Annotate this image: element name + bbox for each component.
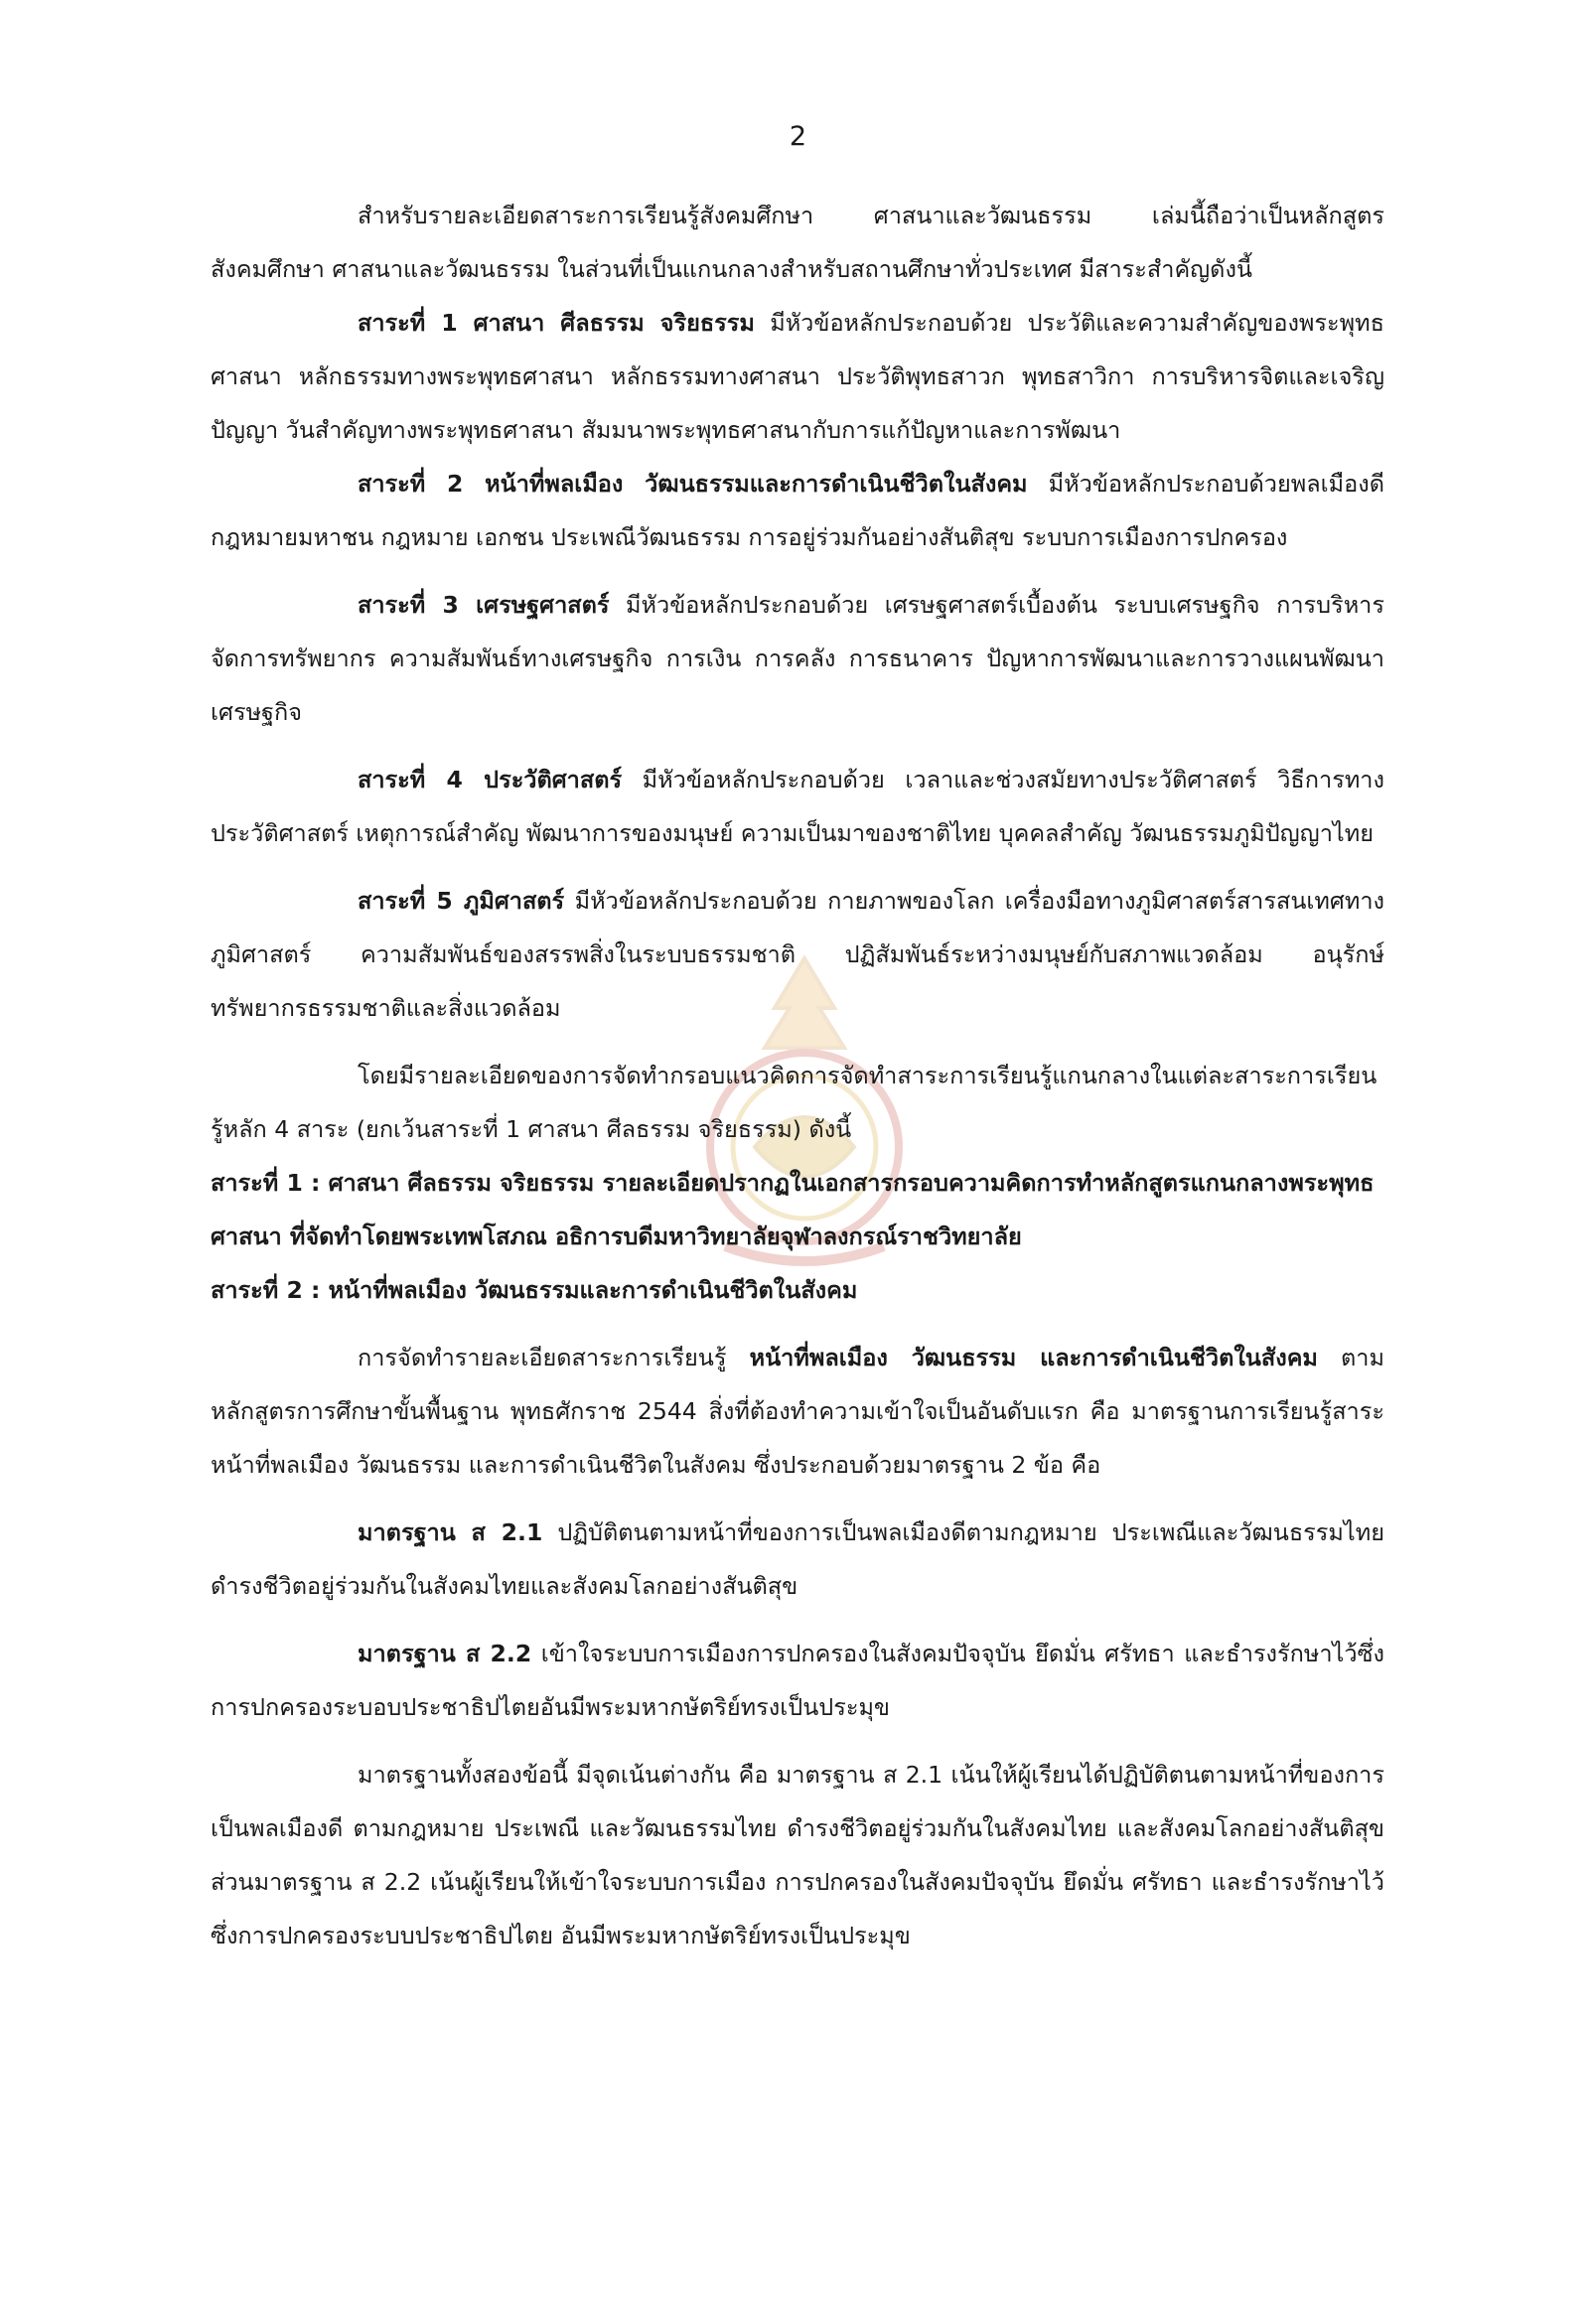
- strand-1-text: มีหัวข้อหลักประกอบด้วย ประวัติและความสำคัญของพระพุทธศาสนา หลักธรรมทางพระพุทธศาสนา หลักธรรมทางศาสนา ประวัติพุทธสาวก พุทธสาวิกา การบริหารจิตและเจริญปัญญา วันสำคัญทางพระพุทธศาสนา สัมมนาพระพุทธศาสนากับการแก้ปัญหาและการพัฒนา: [211, 309, 1384, 444]
- document-body: [211, 189, 1384, 1962]
- strand-1-note: สาระที่ 1 : ศาสนา ศีลธรรม จริยธรรม รายละเอียดปรากฏในเอกสารกรอบความคิดการทำหลักสูตรแกนกลางพระพุทธศาสนา ที่จัดทำโดยพระเทพโสภณ อธิการบดีมหาวิทยาลัยจุฬาลงกรณ์ราชวิทยาลัย: [211, 1169, 1375, 1250]
- strand-2-paragraph: [211, 457, 1384, 564]
- closing-paragraph: มาตรฐานทั้งสองข้อนี้ มีจุดเน้นต่างกัน คือ มาตรฐาน ส 2.1 เน้นให้ผู้เรียนได้ปฏิบัติตนตามหน้าที่ของการเป็นพลเมืองดี ตามกฎหมาย ประเพณี และวัฒนธรรมไทย ดำรงชีวิตอยู่ร่วมกันในสังคมไทย และสังคมโลกอย่างสันติสุข ส่วนมาตรฐาน ส 2.2 เน้นผู้เรียนให้เข้าใจระบบการเมือง การปกครองในสังคมปัจจุบัน ยึดมั่น ศรัทธา และธำรงรักษาไว้ซึ่งการปกครองระบบประชาธิปไตย อันมีพระมหากษัตริย์ทรงเป็นประมุข: [211, 1761, 1384, 1949]
- strand-2-title: สาระที่ 2 หน้าที่พลเมือง วัฒนธรรมและการดำเนินชีวิตในสังคม: [358, 470, 1028, 498]
- strand-3-text: มีหัวข้อหลักประกอบด้วย เศรษฐศาสตร์เบื้องต้น ระบบเศรษฐกิจ การบริหารจัดการทรัพยากร ความสัมพันธ์ทางเศรษฐกิจ การเงิน การคลัง การธนาคาร ปัญหาการพัฒนาและการวางแผนพัฒนาเศรษฐกิจ: [211, 591, 1385, 726]
- strand-1-paragraph: [211, 296, 1384, 457]
- strand-4-title: สาระที่ 4 ประวัติศาสตร์: [358, 766, 623, 793]
- page-number: 2: [789, 121, 807, 152]
- strand-1-title: สาระที่ 1 ศาสนา ศีลธรรม จริยธรรม: [358, 309, 755, 337]
- standard-2-2-code: มาตรฐาน ส 2.2: [358, 1640, 532, 1667]
- strand-2-text: มีหัวข้อหลักประกอบด้วยพลเมืองดี กฎหมายมหาชน กฎหมาย เอกชน ประเพณีวัฒนธรรม การอยู่ร่วมกันอย่างสันติสุข ระบบการเมืองการปกครอง: [211, 470, 1384, 551]
- strand-5-paragraph: [211, 874, 1384, 1035]
- strand-2-rest: ตามหลักสูตรการศึกษาขั้นพื้นฐาน พุทธศักราช 2544 สิ่งที่ต้องทำความเข้าใจเป็นอันดับแรก คือ มาตรฐานการเรียนรู้สาระ หน้าที่พลเมือง วัฒนธรรม และการดำเนินชีวิตในสังคม ซึ่งประกอบด้วยมาตรฐาน 2 ข้อ คือ: [211, 1344, 1384, 1479]
- standard-2-2-paragraph: [211, 1627, 1384, 1734]
- strand-4-text: มีหัวข้อหลักประกอบด้วย เวลาและช่วงสมัยทางประวัติศาสตร์ วิธีการทางประวัติศาสตร์ เหตุการณ์สำคัญ พัฒนาการของมนุษย์ ความเป็นมาของชาติไทย บุคคลสำคัญ วัฒนธรรมภูมิปัญญาไทย: [211, 766, 1384, 847]
- strand-4-paragraph: [211, 753, 1384, 860]
- standard-2-1-code: มาตรฐาน ส 2.1: [358, 1518, 543, 1546]
- standard-2-1-text: ปฏิบัติตนตามหน้าที่ของการเป็นพลเมืองดีตามกฎหมาย ประเพณีและวัฒนธรรมไทย ดำรงชีวิตอยู่ร่วมกันในสังคมไทยและสังคมโลกอย่างสันติสุข: [211, 1518, 1384, 1600]
- strand-2-heading: สาระที่ 2 : หน้าที่พลเมือง วัฒนธรรมและการดำเนินชีวิตในสังคม: [211, 1276, 858, 1304]
- strand-3-paragraph: [211, 578, 1384, 739]
- strand-3-title: สาระที่ 3 เศรษฐศาสตร์: [358, 591, 610, 619]
- strand-2-bold: หน้าที่พลเมือง วัฒนธรรม และการดำเนินชีวิตในสังคม: [749, 1344, 1318, 1371]
- strand-2-description: [211, 1331, 1384, 1492]
- intro-paragraph: สำหรับรายละเอียดสาระการเรียนรู้สังคมศึกษา ศาสนาและวัฒนธรรม เล่มนี้ถือว่าเป็นหลักสูตรสังคมศึกษา ศาสนาและวัฒนธรรม ในส่วนที่เป็นแกนกลางสำหรับสถานศึกษาทั่วประเทศ มีสาระสำคัญดังนี้: [211, 202, 1384, 283]
- strand-5-text: มีหัวข้อหลักประกอบด้วย กายภาพของโลก เครื่องมือทางภูมิศาสตร์สารสนเทศทางภูมิศาสตร์ ความสัมพันธ์ของสรรพสิ่งในระบบธรรมชาติ ปฏิสัมพันธ์ระหว่างมนุษย์กับสภาพแวดล้อม อนุรักษ์ทรัพยากรธรรมชาติและสิ่งแวดล้อม: [211, 887, 1384, 1022]
- details-intro-paragraph: โดยมีรายละเอียดของการจัดทำกรอบแนวคิดการจัดทำสาระการเรียนรู้แกนกลางในแต่ละสาระการเรียนรู้หลัก 4 สาระ (ยกเว้นสาระที่ 1 ศาสนา ศีลธรรม จริยธรรม) ดังนี้: [211, 1062, 1378, 1143]
- strand-5-title: สาระที่ 5 ภูมิศาสตร์: [358, 887, 565, 915]
- standard-2-1-paragraph: [211, 1506, 1384, 1613]
- strand-2-lead: การจัดทำรายละเอียดสาระการเรียนรู้: [358, 1344, 727, 1371]
- standard-2-2-text: เข้าใจระบบการเมืองการปกครองในสังคมปัจจุบัน ยึดมั่น ศรัทธา และธำรงรักษาไว้ซึ่งการปกครองระบอบประชาธิปไตยอันมีพระมหากษัตริย์ทรงเป็นประมุข: [211, 1640, 1384, 1721]
